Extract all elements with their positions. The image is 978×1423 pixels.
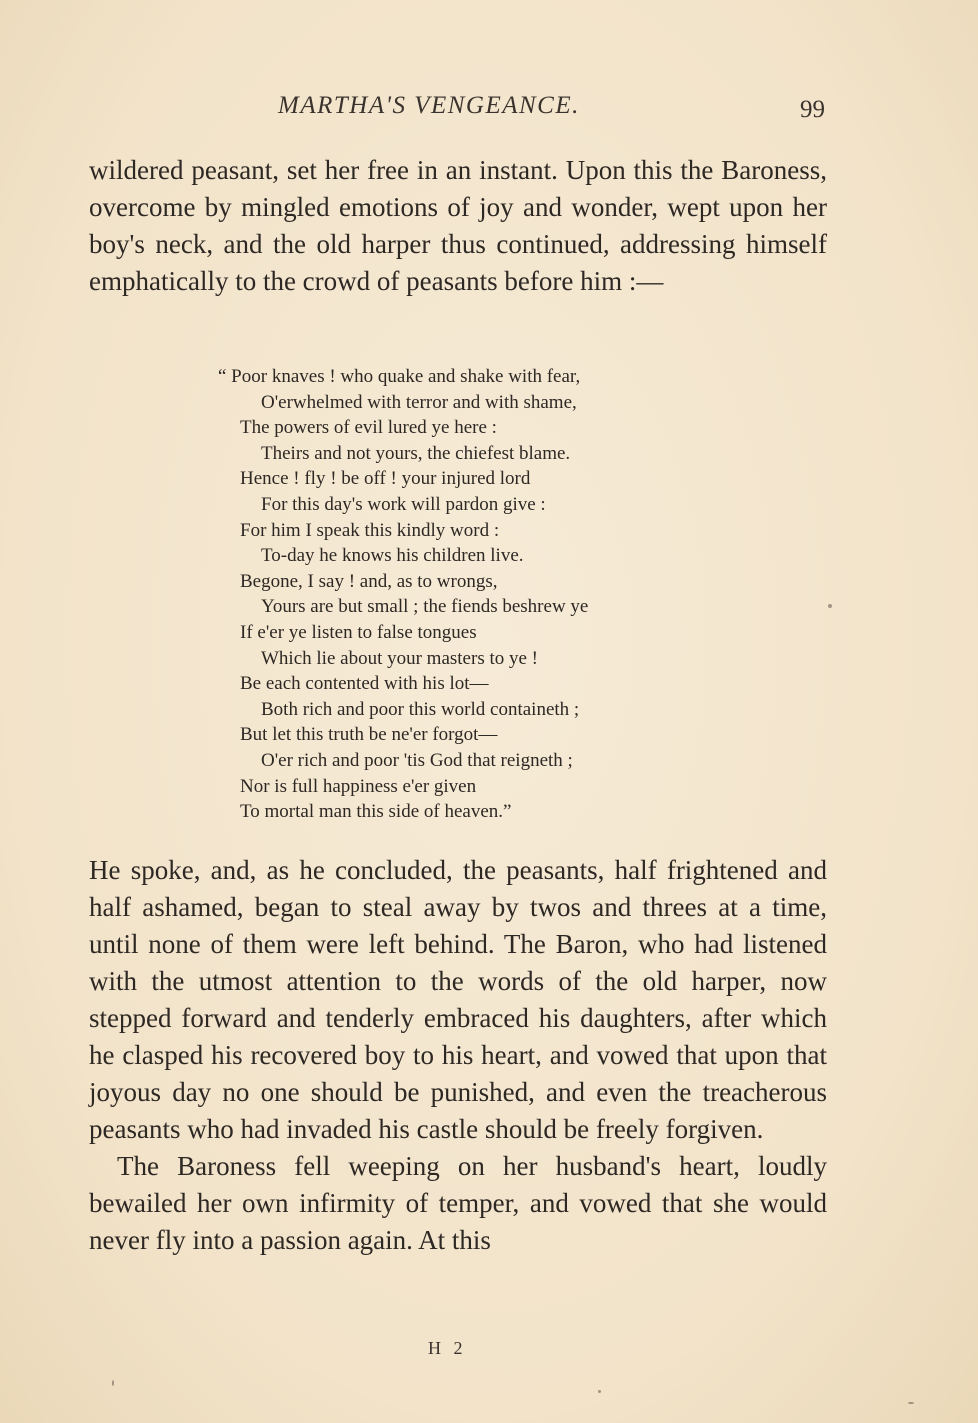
poem-line: If e'er ye listen to false tongues	[240, 621, 477, 643]
paragraph: wildered peasant, set her free in an instant. Upon this the Baroness, overcome by mingled emotions of joy and wonder, wept upon her boy's neck, and the old harper thus continued, addressing himself emphatically to the crowd of peasants before him :—	[89, 155, 827, 296]
page-number: 99	[800, 96, 825, 123]
poem-line: “ Poor knaves ! who quake and shake with fear,	[218, 366, 581, 387]
poem-line: For him I speak this kindly word :	[240, 519, 500, 541]
poem	[218, 364, 718, 825]
running-head	[0, 92, 978, 124]
paper-speck	[598, 1390, 601, 1393]
poem-line: O'er rich and poor 'tis God that reigneth ;	[261, 749, 573, 771]
poem-line: Yours are but small ; the fiends beshrew ye	[261, 596, 589, 618]
prose-top	[89, 152, 827, 300]
poem-line: The powers of evil lured ye here :	[240, 417, 497, 439]
paper-speck	[908, 1402, 914, 1404]
poem-line: Hence ! fly ! be off ! your injured lord	[240, 468, 531, 490]
poem-line: Nor is full happiness e'er given	[240, 775, 477, 797]
paper-speck	[112, 1380, 114, 1386]
poem-line: For this day's work will pardon give :	[261, 493, 546, 515]
prose-bottom	[89, 852, 827, 1259]
poem-line: To-day he knows his children live.	[261, 545, 524, 567]
signature-mark: H 2	[428, 1338, 467, 1358]
poem-line: O'erwhelmed with terror and with shame,	[261, 391, 577, 413]
poem-line: Be each contented with his lot—	[240, 673, 489, 695]
poem-line: Both rich and poor this world containeth ;	[261, 698, 580, 720]
poem-line: Begone, I say ! and, as to wrongs,	[240, 570, 498, 592]
poem-line: Theirs and not yours, the chiefest blame.	[261, 442, 571, 464]
paper-speck	[828, 604, 832, 608]
poem-line: Which lie about your masters to ye !	[261, 647, 539, 669]
poem-line: But let this truth be ne'er forgot—	[240, 724, 498, 746]
running-title: MARTHA'S VENGEANCE.	[278, 92, 580, 119]
poem-line: To mortal man this side of heaven.”	[240, 801, 512, 823]
paragraph: He spoke, and, as he concluded, the peasants, half frightened and half ashamed, began to steal away by twos and threes at a time, until none of them were left behind. The Baron, who had listened with the utmost attention to the words of the old harper, now stepped forward and tenderly embraced his daughters, after which he clasped his recovered boy to his heart, and vowed that upon that joyous day no one should be punished, and even the treacherous peasants who had invaded his castle should be freely forgiven.	[89, 855, 827, 1144]
paragraph: The Baroness fell weeping on her husband's heart, loudly bewailed her own infirmity of temper, and vowed that she would never fly into a passion again. At this	[89, 1151, 827, 1255]
